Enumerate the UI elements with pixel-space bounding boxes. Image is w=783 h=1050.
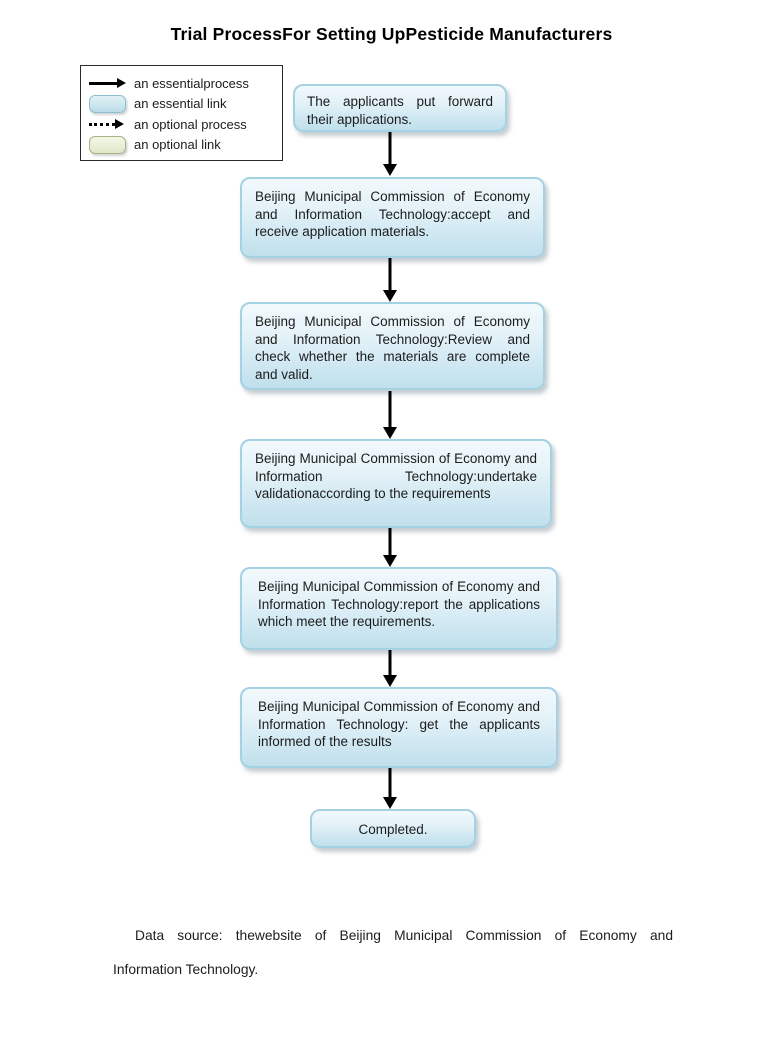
flow-step-completed: Completed. [310, 809, 476, 848]
data-source-line1: Data source: thewebsite of Beijing Municipal Commission of Economy and [135, 928, 673, 943]
flow-step-review-check: Beijing Municipal Commission of Economy and Information Technology:Review and check whether the materials are complete and valid. [240, 302, 545, 390]
page-title: Trial ProcessFor Setting UpPesticide Manufacturers [170, 24, 613, 44]
flow-arrow-2 [383, 258, 397, 302]
flow-step-accept-receive: Beijing Municipal Commission of Economy and Information Technology:accept and receive application materials. [240, 177, 545, 258]
dotted-arrow-icon [89, 119, 131, 129]
flow-arrow-4 [383, 528, 397, 567]
essential-link-box-icon [89, 95, 131, 113]
flow-arrow-6 [383, 768, 397, 809]
legend [80, 65, 283, 161]
flow-arrow-3 [383, 391, 397, 439]
legend-label: an essential link [134, 96, 227, 112]
solid-arrow-icon [89, 78, 131, 88]
flow-step-validation: Beijing Municipal Commission of Economy and Information Technology:undertake validationaccording to the requirements [240, 439, 552, 528]
legend-item-optional-process [89, 114, 278, 135]
legend-label: an optional link [134, 137, 221, 153]
flow-step-inform-results: Beijing Municipal Commission of Economy and Information Technology: get the applicants informed of the results [240, 687, 558, 768]
flow-step-applicants: The applicants put forward their applications. [293, 84, 507, 132]
flow-arrow-1 [383, 132, 397, 176]
data-source-line2: Information Technology. [113, 962, 259, 977]
flow-step-report: Beijing Municipal Commission of Economy and Information Technology:report the applications which meet the requirements. [240, 567, 558, 650]
legend-item-essential-link [89, 94, 278, 115]
legend-label: an optional process [134, 116, 247, 132]
optional-link-box-icon [89, 136, 131, 154]
flow-arrow-5 [383, 650, 397, 687]
data-source-note [113, 919, 673, 987]
legend-item-optional-link [89, 135, 278, 156]
legend-item-essential-process [89, 73, 278, 94]
legend-label: an essentialprocess [134, 75, 249, 91]
